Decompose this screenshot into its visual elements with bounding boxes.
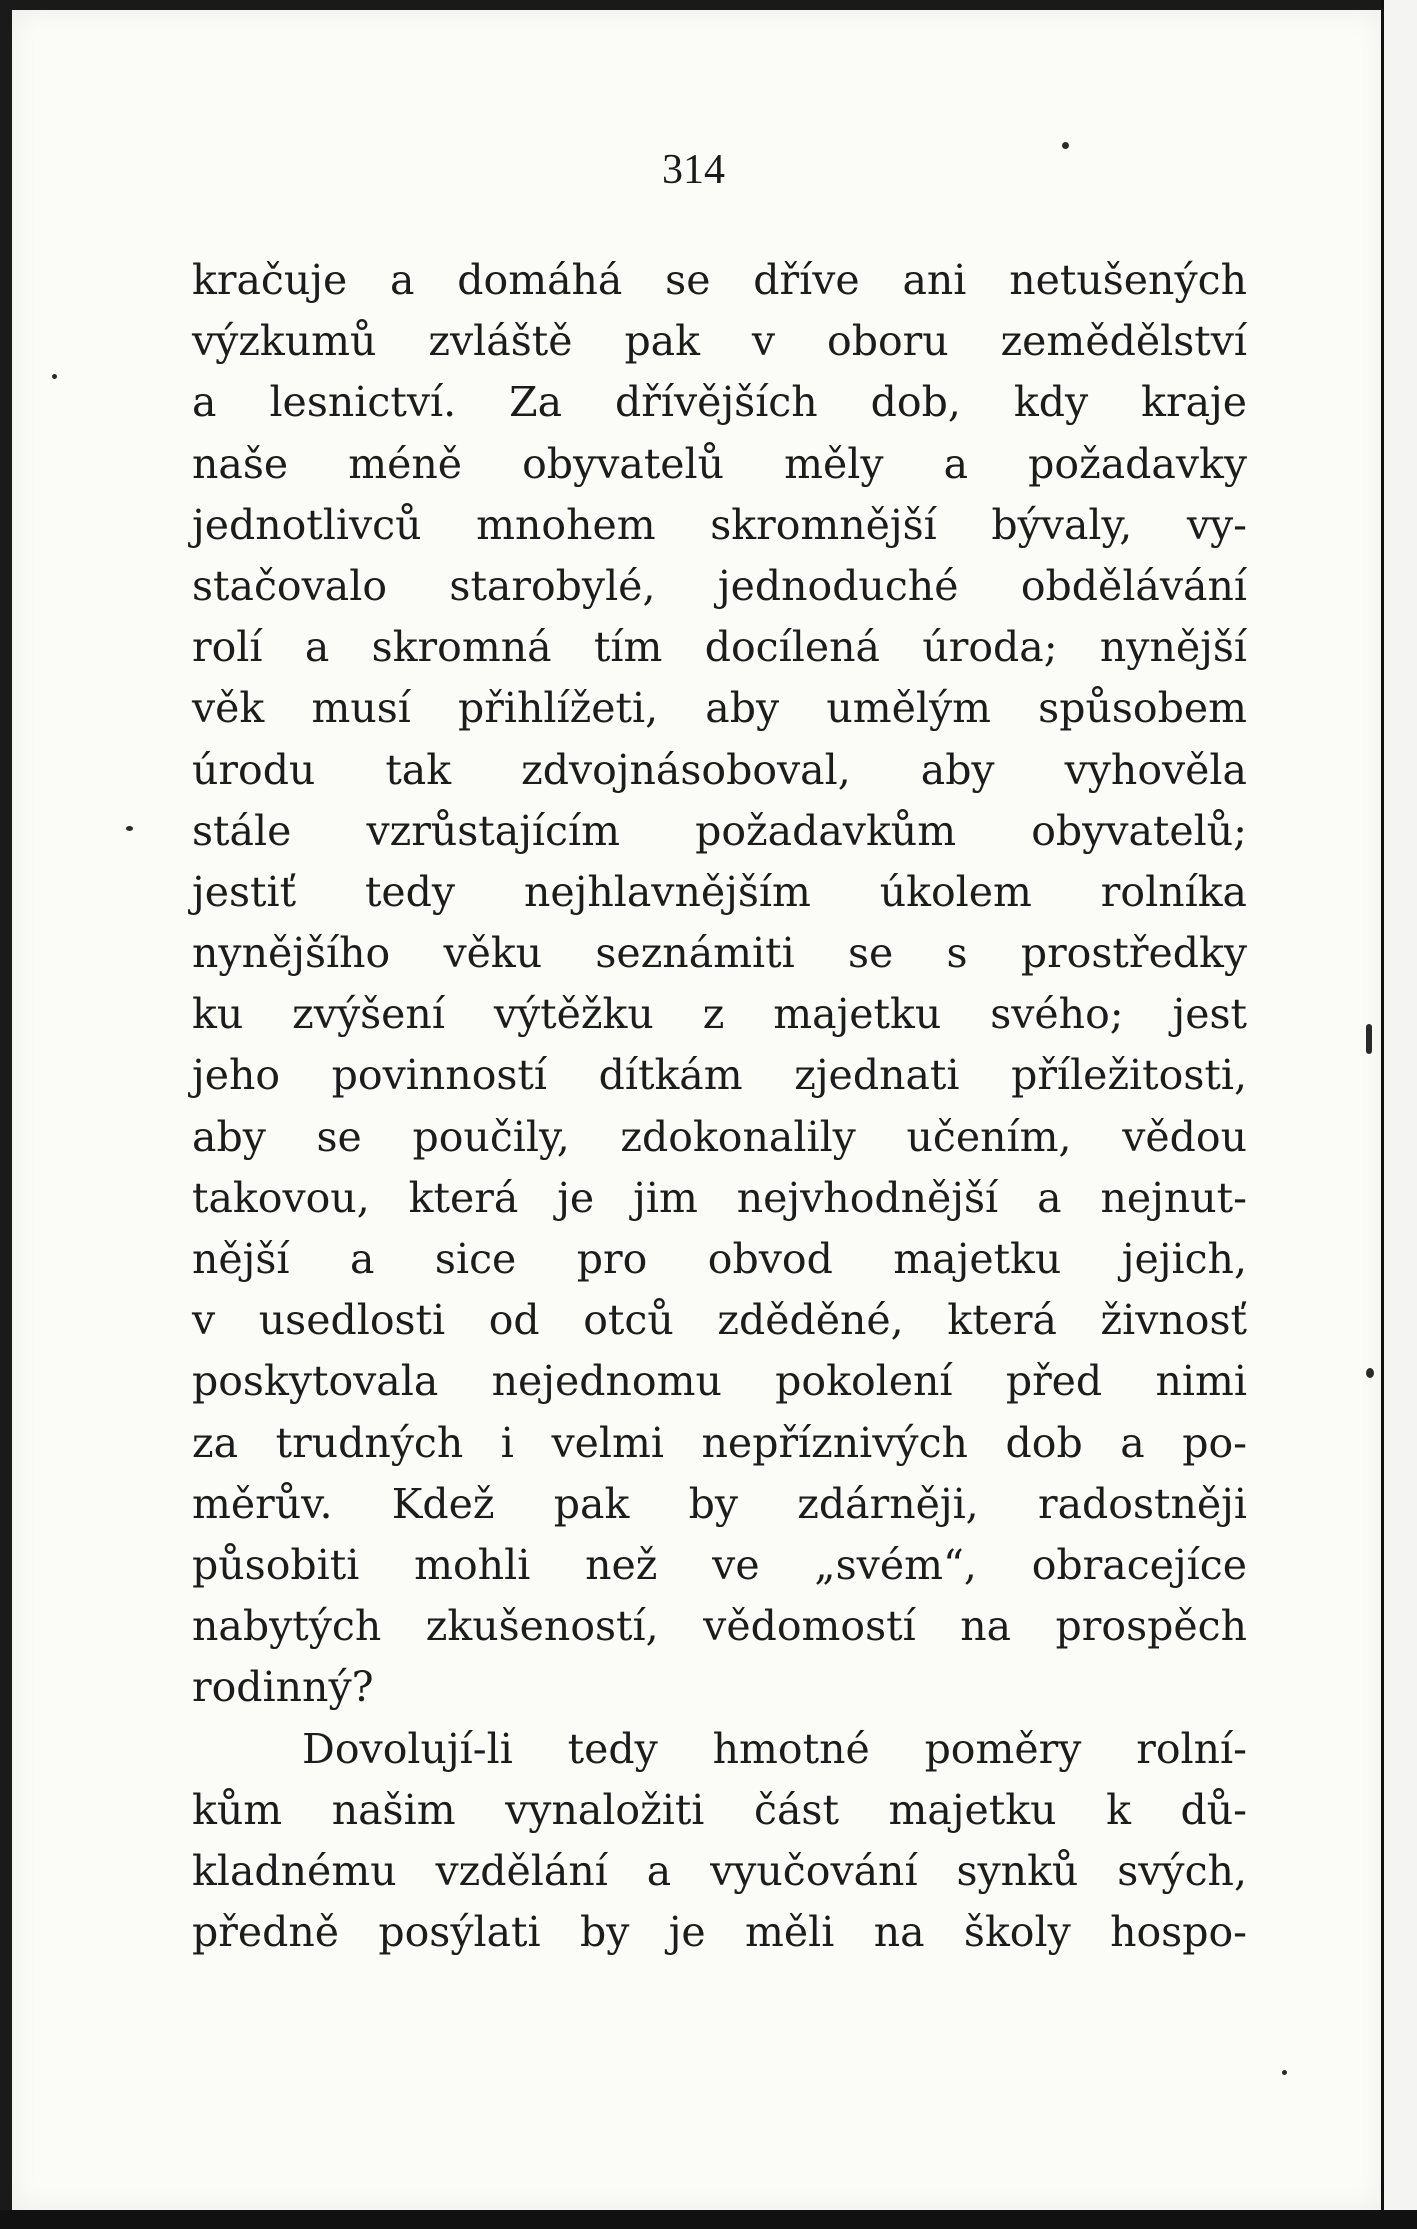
text-line: stačovalo starobylé, jednoduché obdělávání [192,561,1247,610]
scan-speck [1282,2070,1287,2075]
text-line: měrův. Kdež pak by zdárněji, radostněji [192,1479,1247,1528]
paragraph-2 [192,1719,1247,1964]
page-number: 314 [662,147,725,193]
text-line: úrodu tak zdvojnásoboval, aby vyhověla [192,745,1247,794]
text-line: stále vzrůstajícím požadavkům obyvatelů; [192,806,1247,855]
text-line: ku zvýšení výtěžku z majetku svého; jest [192,990,1247,1039]
page-edge-right [1381,0,1417,2229]
scan-speck [126,826,133,831]
scan-speck [1062,142,1069,149]
text-line: kům našim vynaložiti část majetku k dů- [192,1785,1247,1834]
body-text [192,250,1247,1963]
text-line: rodinný? [192,1663,374,1712]
text-line: výzkumů zvláště pak v oboru zemědělství [192,317,1247,366]
text-line: aby se poučily, zdokonalily učením, vědou [192,1112,1247,1161]
text-line: předně posýlati by je měli na školy hospo- [192,1908,1247,1957]
text-line: za trudných i velmi nepříznivých dob a po- [192,1418,1247,1467]
text-line: rolí a skromná tím docílená úroda; nynější [192,623,1247,672]
text-line: jestiť tedy nejhlavnějším úkolem rolníka [192,867,1247,916]
text-line: nabytých zkušeností, vědomostí na prospěch [192,1602,1247,1651]
text-line: kladnému vzdělání a vyučování synků svých, [192,1846,1247,1895]
text-line: naše méně obyvatelů měly a požadavky [192,439,1247,488]
scan-speck [1366,1368,1374,1378]
text-line: nynějšího věku seznámiti se s prostředky [192,929,1247,978]
text-line: kračuje a domáhá se dříve ani netušených [192,256,1247,304]
text-line: takovou, která je jim nejvhodnější a nejnut- [192,1173,1247,1222]
text-line: jeho povinností dítkám zjednati příležitosti, [192,1051,1247,1100]
text-line: působiti mohli než ve „svém“, obracejíce [192,1540,1247,1589]
text-line: v usedlosti od otců zděděné, která živnosť [192,1296,1247,1345]
text-line: jednotlivců mnohem skromnější bývaly, vy- [192,500,1247,549]
text-line: poskytovala nejednomu pokolení před nimi [192,1357,1247,1406]
scan-speck [1366,1024,1372,1054]
text-line: a lesnictví. Za dřívějších dob, kdy kraje [192,378,1247,427]
page-edge-bottom [0,2210,1417,2229]
text-line: věk musí přihlížeti, aby umělým spůsobem [192,684,1247,733]
text-line: nější a sice pro obvod majetku jejich, [192,1235,1247,1283]
paragraph-1 [192,250,1247,1719]
text-line: Dovolují-li tedy hmotné poměry rolní- [302,1724,1247,1773]
scan-speck [52,374,57,379]
